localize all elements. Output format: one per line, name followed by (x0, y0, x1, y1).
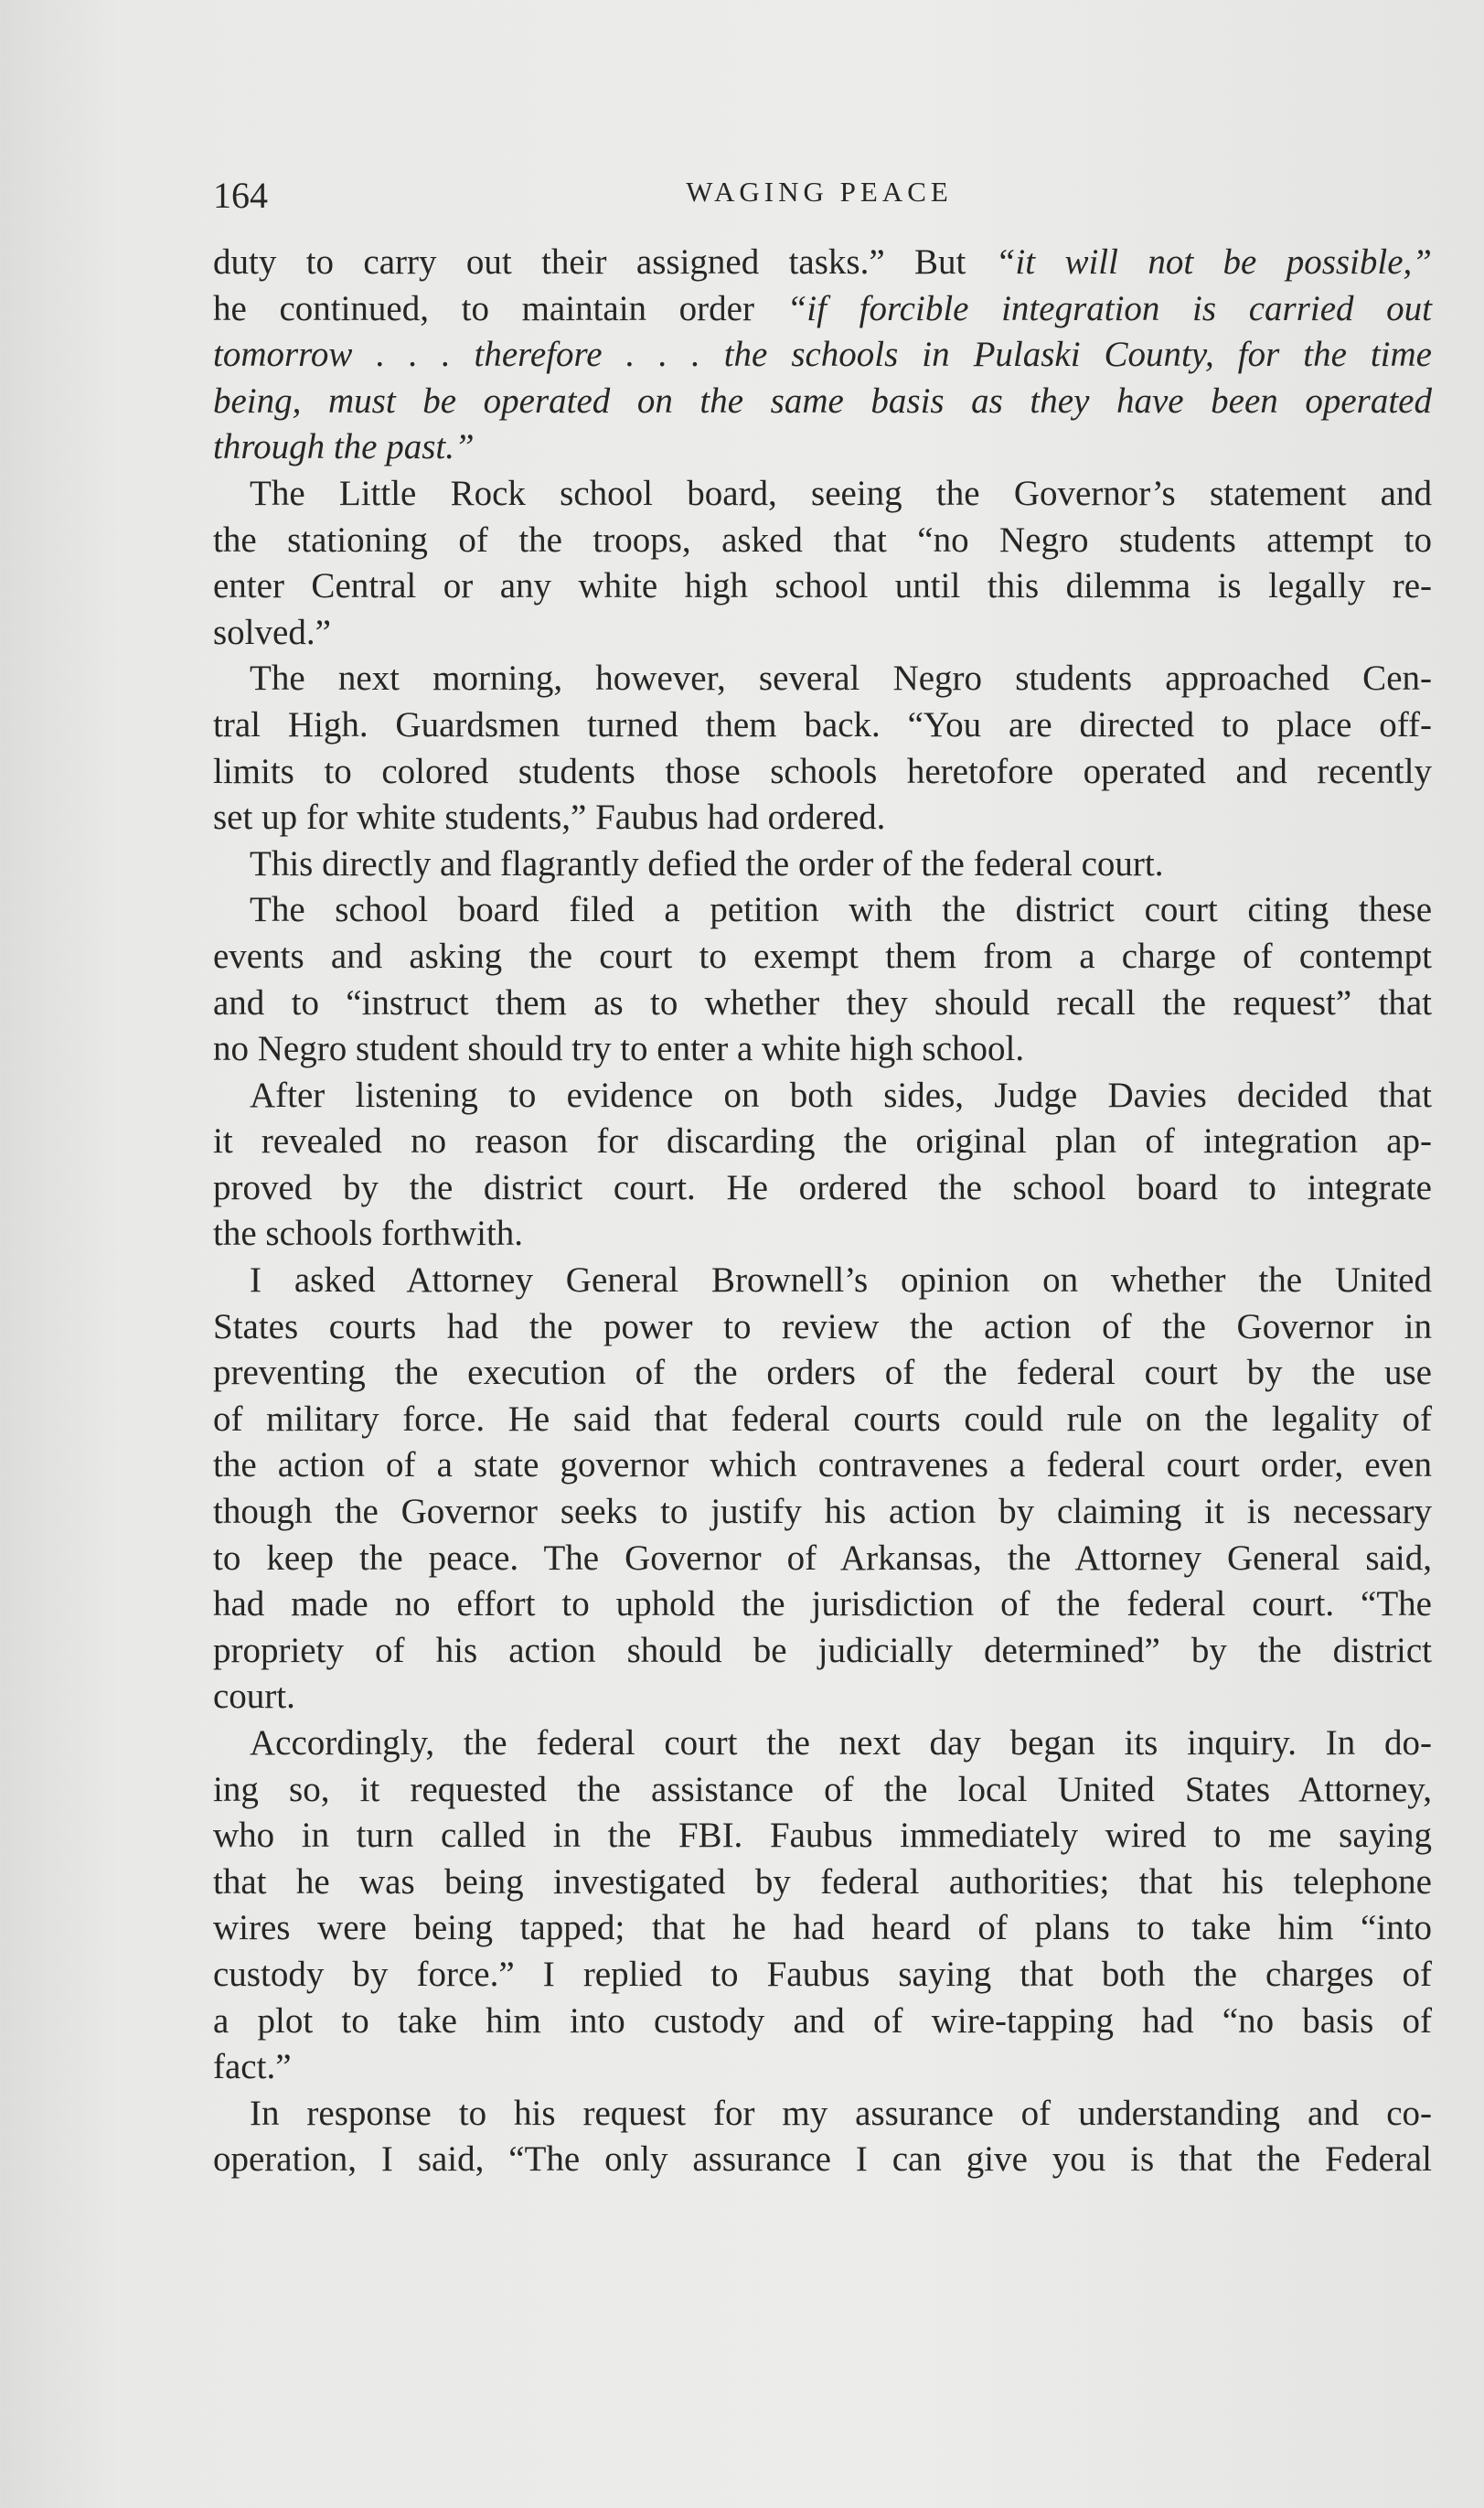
line-text: This directly and flagrantly defied the order of the federal court. (250, 843, 1164, 884)
text-line (213, 1073, 1432, 1120)
text-line (213, 1489, 1432, 1536)
line-text: The next morning, however, several Negro students approached Cen- (250, 659, 1432, 699)
line-text: limits to colored students those schools heretofore operated and recently (213, 751, 1432, 791)
line-text: States courts had the power to review the action of the Governor in (213, 1306, 1432, 1346)
line-text: the stationing of the troops, asked that “no Negro students attempt to (213, 520, 1432, 560)
line-text: though the Governor seeks to justify his action by claiming it is necessary (213, 1492, 1432, 1532)
line-text: the action of a state governor which contravenes a federal court order, even (213, 1445, 1432, 1485)
text-line (213, 610, 1432, 657)
text-line (213, 2044, 1432, 2091)
line-text: that he was being investigated by federal authorities; that his telephone (213, 1861, 1432, 1902)
text-line (213, 1952, 1432, 1999)
line-text: I asked Attorney General Brownell’s opinion on whether the United (250, 1260, 1432, 1301)
text-line (213, 379, 1432, 425)
text-line (213, 981, 1432, 1027)
text-line (213, 1026, 1432, 1073)
line-text: events and asking the court to exempt them from a charge of contempt (213, 936, 1432, 976)
text-line (213, 1999, 1432, 2045)
line-text: wires were being tapped; that he had heard of plans to take him “into (213, 1908, 1432, 1948)
text-line (213, 1119, 1432, 1165)
text-line (213, 471, 1432, 518)
italic-quote-text: being, must be operated on the same basis as they have been operated (213, 380, 1432, 421)
text-line (213, 887, 1432, 934)
text-line (213, 702, 1432, 749)
text-line (213, 1211, 1432, 1258)
line-text: After listening to evidence on both sides, Judge Davies decided that (250, 1075, 1432, 1115)
italic-quote-text: tomorrow . . . therefore . . . the schools in Pulaski County, for the time (213, 335, 1432, 375)
line-text: of military force. He said that federal courts could rule on the legality of (213, 1399, 1432, 1439)
line-text: court. (213, 1677, 295, 1717)
text-line (213, 1258, 1432, 1304)
line-text: enter Central or any white high school until this dilemma is legally re- (213, 566, 1432, 606)
line-text: In response to his request for my assurance of understanding and co- (250, 2093, 1432, 2133)
text-line (213, 1581, 1432, 1628)
line-text: set up for white students,” Faubus had ordered. (213, 798, 886, 838)
text-line (213, 240, 1432, 286)
italic-quote-text: “it will not be possible,” (995, 242, 1432, 282)
line-text: had made no effort to uphold the jurisdiction of the federal court. “The (213, 1584, 1432, 1624)
line-text: ing so, it requested the assistance of the local United States Attorney, (213, 1769, 1432, 1809)
text-line (213, 656, 1432, 702)
text-line (213, 1165, 1432, 1212)
line-text: The school board filed a petition with the district court citing these (250, 890, 1432, 930)
text-line (213, 2137, 1432, 2183)
text-line (213, 1397, 1432, 1443)
text-line (213, 1860, 1432, 1906)
text-line (213, 934, 1432, 981)
line-text: The Little Rock school board, seeing the Governor’s statement and (250, 473, 1432, 513)
line-text: and to “instruct them as to whether they should recall the request” that (213, 982, 1432, 1023)
line-text: solved.” (213, 612, 331, 652)
text-line (213, 1350, 1432, 1397)
text-line (213, 563, 1432, 610)
text-line (213, 1813, 1432, 1860)
line-text: preventing the execution of the orders of the federal court by the use (213, 1353, 1432, 1393)
line-text: fact.” (213, 2047, 292, 2087)
text-line (213, 841, 1432, 888)
line-text: duty to carry out their assigned tasks.” But (213, 242, 996, 282)
page-number: 164 (213, 175, 268, 216)
text-line (213, 424, 1432, 471)
line-text: Accordingly, the federal court the next day began its inquiry. In do- (250, 1723, 1432, 1763)
text-line (213, 1628, 1432, 1675)
text-line (213, 1674, 1432, 1720)
line-text: tral High. Guardsmen turned them back. “You are directed to place off- (213, 704, 1432, 745)
text-line (213, 518, 1432, 564)
italic-quote-text: “if forcible integration is carried out (786, 288, 1432, 328)
line-text: it revealed no reason for discarding the original plan of integration ap- (213, 1121, 1432, 1162)
line-text: operation, I said, “The only assurance I can give you is that the Federal (213, 2139, 1432, 2180)
line-text: no Negro student should try to enter a white high school. (213, 1029, 1025, 1069)
running-title: WAGING PEACE (686, 176, 953, 208)
line-text: custody by force.” I replied to Faubus saying that both the charges of (213, 1954, 1432, 1994)
text-line (213, 332, 1432, 379)
body-text (213, 240, 1432, 2183)
line-text: he continued, to maintain order (213, 288, 787, 328)
text-line (213, 1536, 1432, 1582)
text-line (213, 749, 1432, 796)
line-text: propriety of his action should be judicially determined” by the district (213, 1630, 1432, 1670)
italic-quote-text: through the past.” (213, 427, 475, 467)
line-text: proved by the district court. He ordered the school board to integrate (213, 1167, 1432, 1207)
text-line (213, 1442, 1432, 1489)
text-line (213, 1304, 1432, 1351)
text-line (213, 2091, 1432, 2138)
line-text: who in turn called in the FBI. Faubus immediately wired to me saying (213, 1816, 1432, 1856)
line-text: the schools forthwith. (213, 1214, 524, 1254)
text-line (213, 1720, 1432, 1767)
text-line (213, 286, 1432, 333)
text-line (213, 1767, 1432, 1814)
line-text: to keep the peace. The Governor of Arkansas, the Attorney General said, (213, 1538, 1432, 1578)
line-text: a plot to take him into custody and of wire-tapping had “no basis of (213, 2000, 1432, 2041)
text-line (213, 795, 1432, 841)
text-line (213, 1905, 1432, 1952)
